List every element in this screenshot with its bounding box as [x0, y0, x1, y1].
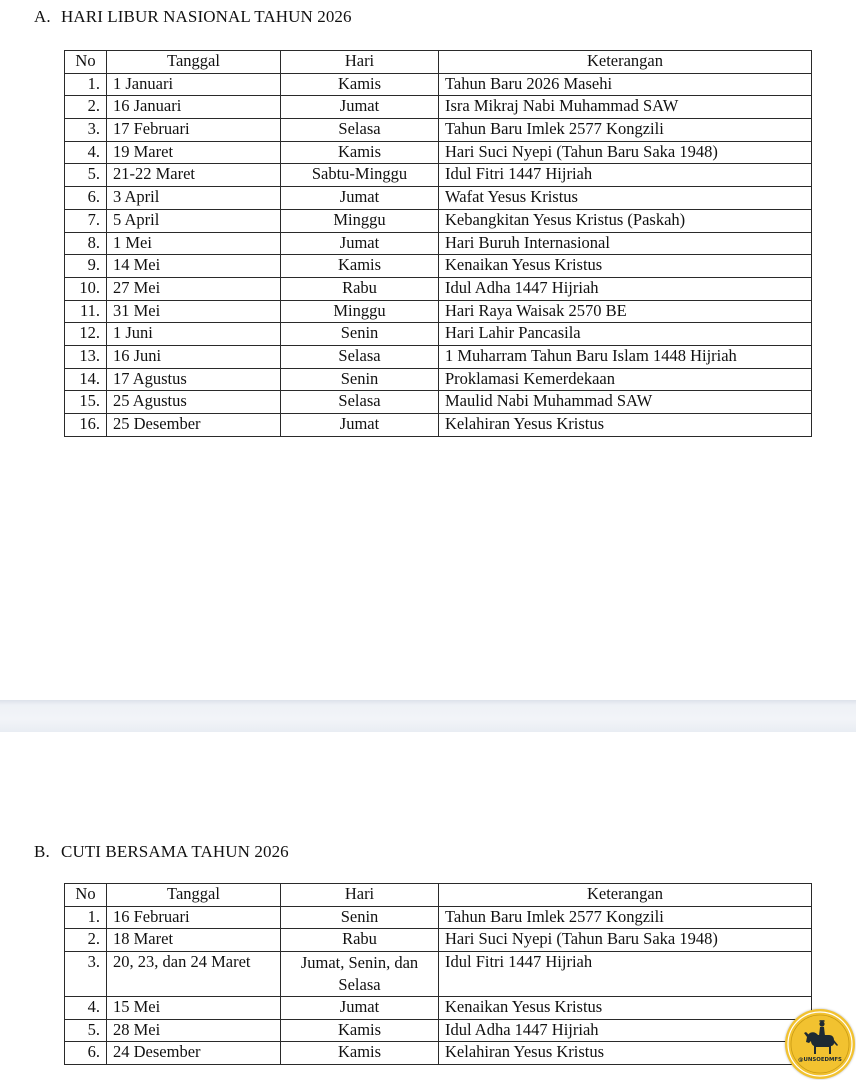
section-a-letter: A.	[34, 7, 51, 26]
row-tanggal: 16 Juni	[107, 345, 281, 368]
national-holidays-table	[64, 50, 812, 437]
row-hari: Minggu	[281, 300, 439, 323]
section-b-heading	[34, 842, 289, 862]
row-hari: Jumat	[281, 414, 439, 437]
row-no: 5.	[65, 1019, 107, 1042]
table-row	[65, 368, 812, 391]
row-tanggal: 19 Maret	[107, 141, 281, 164]
header-tanggal: Tanggal	[107, 51, 281, 74]
row-tanggal: 5 April	[107, 209, 281, 232]
row-tanggal: 31 Mei	[107, 300, 281, 323]
watermark-text: @UNSOEDMFS	[798, 1057, 842, 1063]
table-row	[65, 997, 812, 1020]
row-tanggal: 18 Maret	[107, 929, 281, 952]
row-tanggal: 15 Mei	[107, 997, 281, 1020]
table-row	[65, 187, 812, 210]
row-hari: Senin	[281, 368, 439, 391]
row-no: 4.	[65, 141, 107, 164]
row-tanggal: 24 Desember	[107, 1042, 281, 1065]
row-tanggal: 3 April	[107, 187, 281, 210]
row-keterangan: Kenaikan Yesus Kristus	[439, 997, 812, 1020]
row-no: 9.	[65, 255, 107, 278]
row-hari: Selasa	[281, 119, 439, 142]
page-separator	[0, 700, 856, 732]
table-row	[65, 929, 812, 952]
row-tanggal: 17 Februari	[107, 119, 281, 142]
table-row	[65, 300, 812, 323]
row-keterangan: Hari Buruh Internasional	[439, 232, 812, 255]
table-row	[65, 96, 812, 119]
table-row	[65, 277, 812, 300]
horse-rider-icon	[785, 1009, 855, 1079]
document-page-b	[0, 732, 856, 1080]
row-hari: Kamis	[281, 1042, 439, 1065]
row-keterangan: Wafat Yesus Kristus	[439, 187, 812, 210]
table-row	[65, 119, 812, 142]
table-row	[65, 1042, 812, 1065]
row-no: 8.	[65, 232, 107, 255]
row-hari: Senin	[281, 906, 439, 929]
row-keterangan: Hari Suci Nyepi (Tahun Baru Saka 1948)	[439, 929, 812, 952]
row-no: 16.	[65, 414, 107, 437]
watermark-badge	[785, 1009, 855, 1079]
row-keterangan: Idul Fitri 1447 Hijriah	[439, 164, 812, 187]
row-no: 13.	[65, 345, 107, 368]
table-header-row	[65, 51, 812, 74]
header-no: No	[65, 51, 107, 74]
table-row	[65, 391, 812, 414]
header-keterangan: Keterangan	[439, 51, 812, 74]
header-hari: Hari	[281, 51, 439, 74]
row-keterangan: Kenaikan Yesus Kristus	[439, 255, 812, 278]
section-b-title: CUTI BERSAMA TAHUN 2026	[61, 842, 289, 861]
row-hari: Selasa	[281, 345, 439, 368]
row-keterangan: Idul Fitri 1447 Hijriah	[439, 952, 812, 997]
row-no: 3.	[65, 952, 107, 997]
row-no: 1.	[65, 73, 107, 96]
row-tanggal: 17 Agustus	[107, 368, 281, 391]
row-keterangan: Kelahiran Yesus Kristus	[439, 414, 812, 437]
table-row	[65, 906, 812, 929]
row-keterangan: Hari Suci Nyepi (Tahun Baru Saka 1948)	[439, 141, 812, 164]
row-no: 11.	[65, 300, 107, 323]
row-no: 1.	[65, 906, 107, 929]
header-keterangan: Keterangan	[439, 884, 812, 907]
row-tanggal: 27 Mei	[107, 277, 281, 300]
row-no: 10.	[65, 277, 107, 300]
row-hari: Jumat, Senin, dan Selasa	[281, 952, 439, 997]
table-row	[65, 414, 812, 437]
row-no: 6.	[65, 1042, 107, 1065]
table-row	[65, 952, 812, 997]
row-hari: Sabtu-Minggu	[281, 164, 439, 187]
row-hari: Kamis	[281, 73, 439, 96]
row-keterangan: Idul Adha 1447 Hijriah	[439, 277, 812, 300]
row-no: 14.	[65, 368, 107, 391]
row-tanggal: 14 Mei	[107, 255, 281, 278]
row-tanggal: 1 Januari	[107, 73, 281, 96]
row-tanggal: 1 Juni	[107, 323, 281, 346]
row-hari: Minggu	[281, 209, 439, 232]
row-tanggal: 25 Desember	[107, 414, 281, 437]
row-keterangan: Maulid Nabi Muhammad SAW	[439, 391, 812, 414]
row-no: 6.	[65, 187, 107, 210]
table-row	[65, 209, 812, 232]
row-keterangan: Tahun Baru Imlek 2577 Kongzili	[439, 906, 812, 929]
row-keterangan: 1 Muharram Tahun Baru Islam 1448 Hijriah	[439, 345, 812, 368]
row-hari: Jumat	[281, 96, 439, 119]
row-hari: Rabu	[281, 929, 439, 952]
table-row	[65, 141, 812, 164]
row-no: 2.	[65, 929, 107, 952]
row-keterangan: Isra Mikraj Nabi Muhammad SAW	[439, 96, 812, 119]
header-hari: Hari	[281, 884, 439, 907]
table-row	[65, 73, 812, 96]
row-keterangan: Tahun Baru 2026 Masehi	[439, 73, 812, 96]
row-keterangan: Hari Raya Waisak 2570 BE	[439, 300, 812, 323]
row-hari: Jumat	[281, 997, 439, 1020]
collective-leave-table	[64, 883, 812, 1065]
row-keterangan: Idul Adha 1447 Hijriah	[439, 1019, 812, 1042]
row-tanggal: 16 Januari	[107, 96, 281, 119]
row-keterangan: Kebangkitan Yesus Kristus (Paskah)	[439, 209, 812, 232]
row-keterangan: Kelahiran Yesus Kristus	[439, 1042, 812, 1065]
table-row	[65, 232, 812, 255]
table-row	[65, 345, 812, 368]
row-no: 7.	[65, 209, 107, 232]
header-no: No	[65, 884, 107, 907]
row-tanggal: 16 Februari	[107, 906, 281, 929]
table-row	[65, 164, 812, 187]
row-keterangan: Hari Lahir Pancasila	[439, 323, 812, 346]
row-hari: Rabu	[281, 277, 439, 300]
row-hari: Senin	[281, 323, 439, 346]
table-header-row	[65, 884, 812, 907]
row-hari: Selasa	[281, 391, 439, 414]
row-tanggal: 28 Mei	[107, 1019, 281, 1042]
section-b-letter: B.	[34, 842, 50, 861]
row-no: 5.	[65, 164, 107, 187]
section-a-heading	[34, 7, 352, 27]
row-tanggal: 1 Mei	[107, 232, 281, 255]
row-tanggal: 21-22 Maret	[107, 164, 281, 187]
row-no: 3.	[65, 119, 107, 142]
header-tanggal: Tanggal	[107, 884, 281, 907]
row-no: 15.	[65, 391, 107, 414]
table-row	[65, 1019, 812, 1042]
row-hari: Jumat	[281, 187, 439, 210]
table-row	[65, 323, 812, 346]
row-no: 12.	[65, 323, 107, 346]
row-no: 4.	[65, 997, 107, 1020]
row-keterangan: Proklamasi Kemerdekaan	[439, 368, 812, 391]
row-hari: Kamis	[281, 255, 439, 278]
section-a-title: HARI LIBUR NASIONAL TAHUN 2026	[61, 7, 352, 26]
row-hari: Kamis	[281, 1019, 439, 1042]
table-row	[65, 255, 812, 278]
row-keterangan: Tahun Baru Imlek 2577 Kongzili	[439, 119, 812, 142]
row-hari: Jumat	[281, 232, 439, 255]
row-tanggal: 25 Agustus	[107, 391, 281, 414]
row-hari: Kamis	[281, 141, 439, 164]
row-no: 2.	[65, 96, 107, 119]
row-tanggal: 20, 23, dan 24 Maret	[107, 952, 281, 997]
